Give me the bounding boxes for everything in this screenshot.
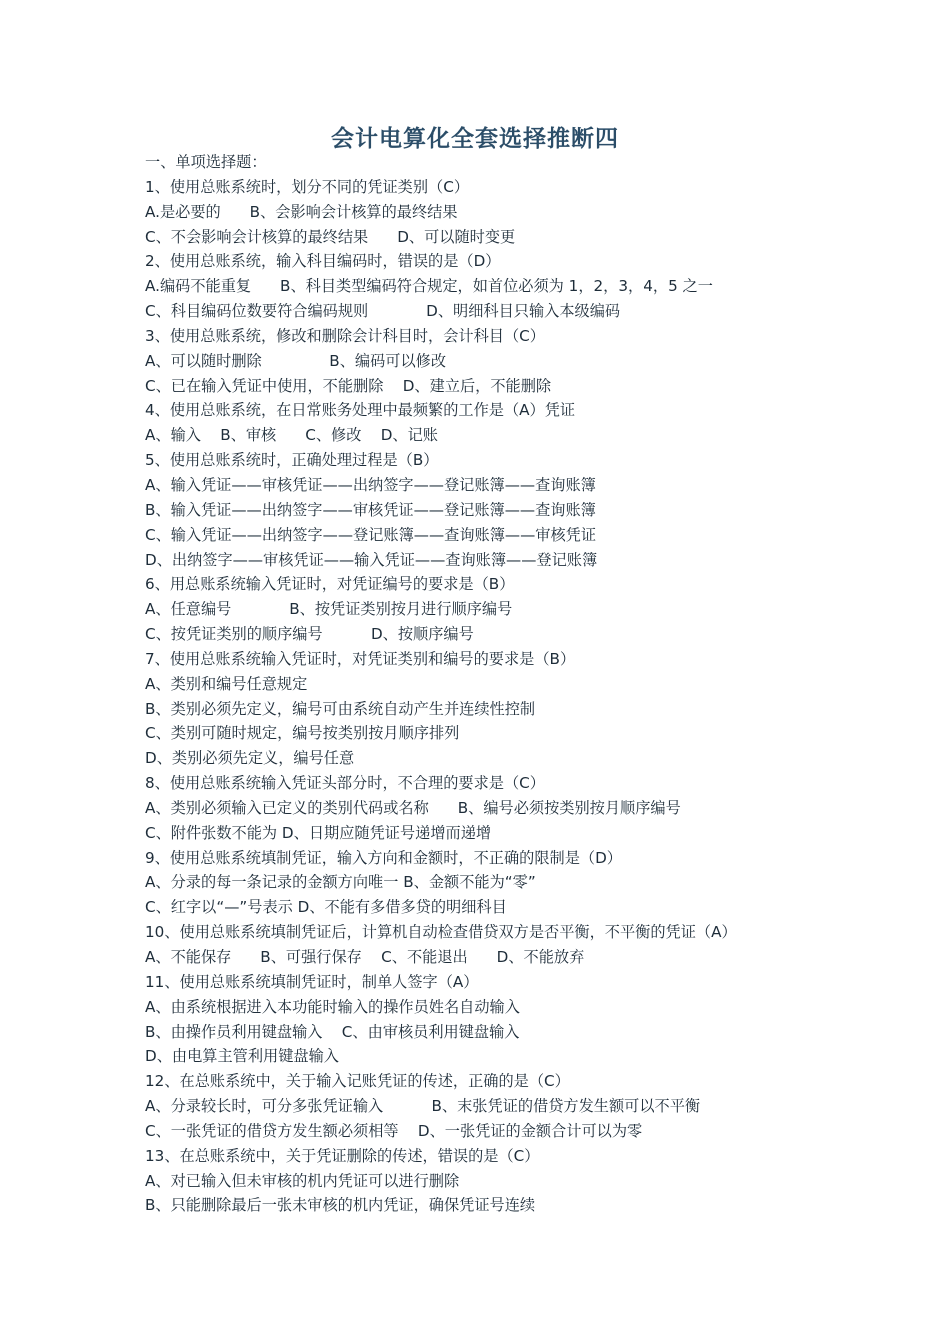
text-line: 3、使用总账系统，修改和删除会计科目时，会计科目（C） [145, 326, 545, 345]
text-line: C、科目编码位数要符合编码规则 D、明细科目只输入本级编码 [145, 302, 621, 321]
text-line: 12、在总账系统中，关于输入记账凭证的传述，正确的是（C） [145, 1072, 570, 1091]
text-line: B、输入凭证——出纳签字——审核凭证——登记账簿——查询账簿 [145, 500, 596, 519]
document-title: 会计电算化全套选择推断四 [331, 126, 619, 152]
text-line: D、由电算主管利用键盘输入 [145, 1047, 339, 1066]
text-line: 8、使用总账系统输入凭证头部分时，不合理的要求是（C） [145, 774, 545, 793]
text-line: B、类别必须先定义，编号可由系统自动产生并连续性控制 [145, 699, 536, 718]
text-line: 6、用总账系统输入凭证时，对凭证编号的要求是（B） [145, 575, 515, 594]
text-line: A、可以随时删除 B、编码可以修改 [145, 351, 447, 370]
text-line: C、输入凭证——出纳签字——登记账簿——查询账簿——审核凭证 [145, 525, 597, 544]
text-line: A、输入 B、审核 C、修改 D、记账 [145, 426, 438, 445]
text-line: 5、使用总账系统时，正确处理过程是（B） [145, 451, 439, 470]
text-line: C、一张凭证的借贷方发生额必须相等 D、一张凭证的金额合计可以为零 [145, 1121, 643, 1140]
document-body [145, 150, 865, 1218]
text-line: D、出纳签字——审核凭证——输入凭证——查询账簿——登记账簿 [145, 550, 598, 569]
text-line: 1、使用总账系统时，划分不同的凭证类别（C） [145, 177, 470, 196]
text-line: 9、使用总账系统填制凭证，输入方向和金额时，不正确的限制是（D） [145, 848, 622, 867]
text-line: C、不会影响会计核算的最终结果 D、可以随时变更 [145, 227, 516, 246]
text-line: A、分录的每一条记录的金额方向唯一 B、金额不能为“零” [145, 873, 536, 892]
text-line: A、类别必须输入已定义的类别代码或名称 B、编号必须按类别按月顺序编号 [145, 798, 681, 817]
text-line: A、类别和编号任意规定 [145, 674, 308, 693]
text-line: C、红字以“—”号表示 D、不能有多借多贷的明细科目 [145, 898, 507, 917]
text-line: 13、在总账系统中，关于凭证删除的传述，错误的是（C） [145, 1146, 540, 1165]
text-line: 7、使用总账系统输入凭证时，对凭证类别和编号的要求是（B） [145, 649, 576, 668]
text-line: 10、使用总账系统填制凭证后，计算机自动检查借贷双方是否平衡，不平衡的凭证（A） [145, 923, 737, 942]
text-line: C、已在输入凭证中使用，不能删除 D、建立后，不能删除 [145, 376, 552, 395]
text-line: B、由操作员利用键盘输入 C、由审核员利用键盘输入 [145, 1022, 520, 1041]
text-line: A、分录较长时，可分多张凭证输入 B、末张凭证的借贷方发生额可以不平衡 [145, 1097, 701, 1116]
text-line: D、类别必须先定义，编号任意 [145, 749, 355, 768]
text-line: A.编码不能重复 B、科目类型编码符合规定，如首位必须为 1，2，3，4，5 之一 [145, 277, 713, 296]
text-line: 11、使用总账系统填制凭证时，制单人签字（A） [145, 972, 479, 991]
text-line: C、类别可随时规定，编号按类别按月顺序排列 [145, 724, 460, 743]
text-line: A、对已输入但未审核的机内凭证可以进行删除 [145, 1171, 460, 1190]
section-heading: 一、单项选择题： [145, 153, 267, 171]
text-line: 2、使用总账系统，输入科目编码时，错误的是（D） [145, 252, 501, 271]
text-line: C、按凭证类别的顺序编号 D、按顺序编号 [145, 625, 474, 644]
text-line: A、不能保存 B、可强行保存 C、不能退出 D、不能放弃 [145, 948, 585, 966]
text-line: A.是必要的 B、会影响会计核算的最终结果 [145, 202, 458, 221]
text-line: 4、使用总账系统，在日常账务处理中最频繁的工作是（A）凭证 [145, 401, 576, 420]
text-line: A、由系统根据进入本功能时输入的操作员姓名自动输入 [145, 997, 520, 1016]
text-line: A、输入凭证——审核凭证——出纳签字——登记账簿——查询账簿 [145, 475, 596, 494]
text-line: C、附件张数不能为 D、日期应随凭证号递增而递增 [145, 823, 492, 842]
text-line: B、只能删除最后一张未审核的机内凭证，确保凭证号连续 [145, 1196, 536, 1215]
text-line: A、任意编号 B、按凭证类别按月进行顺序编号 [145, 600, 513, 619]
